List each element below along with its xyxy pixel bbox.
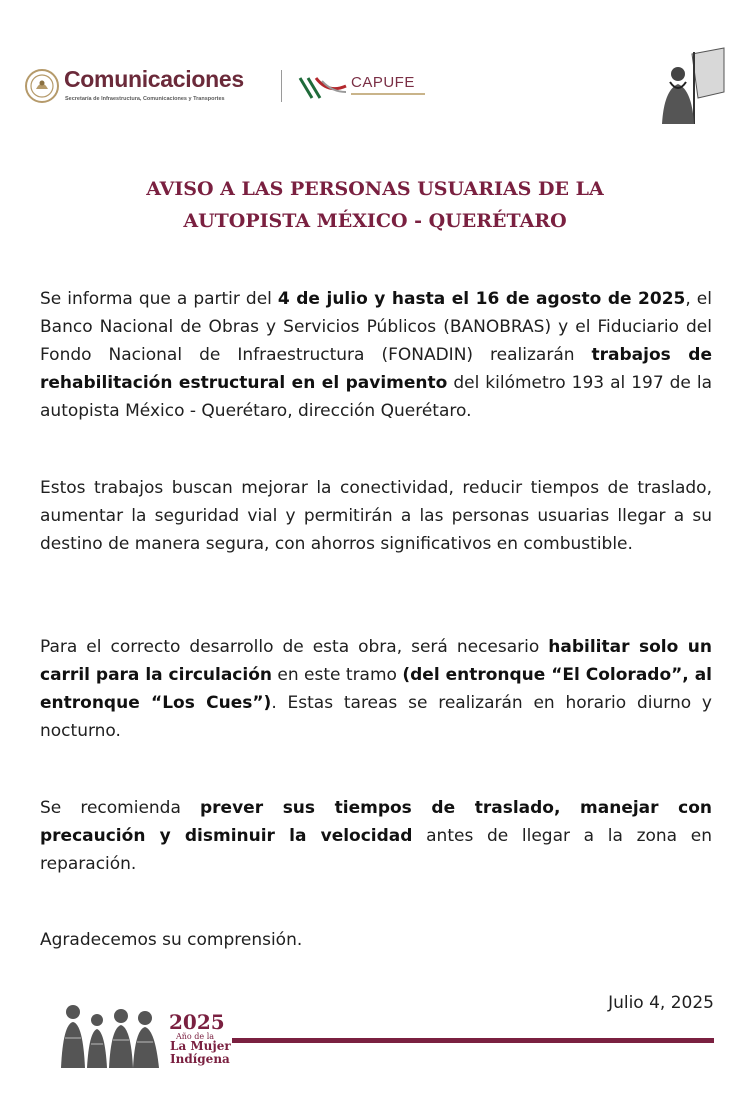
p1-works-description: trabajos de rehabilitación estructural en el pavimento bbox=[40, 345, 712, 393]
p4-text-c: antes de llegar a la zona en reparación. bbox=[40, 826, 712, 874]
p1-text-c: , el Banco Nacional de Obras y Servicios Públicos (BANOBRAS) y el Fiduciario del Fondo Nacional de Infraestructura (FONADIN) realizarán bbox=[40, 289, 712, 365]
p3-text-a: Para el correcto desarrollo de esta obra, será necesario bbox=[40, 637, 549, 657]
footer-line-1: La Mujer bbox=[170, 1039, 231, 1053]
heroine-flag-illustration bbox=[648, 46, 726, 124]
document-header bbox=[0, 0, 750, 130]
capufe-name: CAPUFE bbox=[351, 74, 415, 91]
p4-text-a: Se recomienda bbox=[40, 798, 200, 818]
notice-date: Julio 4, 2025 bbox=[608, 993, 714, 1013]
brand-subtitle: Secretaría de Infraestructura, Comunicaciones y Transportes bbox=[65, 96, 225, 102]
title-line-1: AVISO A LAS PERSONAS USUARIAS DE LA bbox=[146, 178, 604, 200]
p1-date-range: 4 de julio y hasta el 16 de agosto de 2025 bbox=[277, 289, 686, 309]
brand-name: Comunicaciones bbox=[64, 66, 244, 92]
p3-junctions: (del entronque “El Colorado”, al entronque “Los Cues”) bbox=[40, 665, 712, 713]
capufe-logo-icon bbox=[298, 72, 350, 102]
paragraph-lane-closure bbox=[40, 633, 712, 745]
p1-text-e: del kilómetro 193 al 197 de la autopista México - Querétaro, dirección Querétaro. bbox=[40, 373, 712, 421]
title-line-2: AUTOPISTA MÉXICO - QUERÉTARO bbox=[183, 210, 567, 232]
paragraph-benefits bbox=[40, 474, 712, 558]
footer-rule bbox=[232, 1038, 714, 1043]
p3-text-c: en este tramo bbox=[272, 665, 403, 685]
capufe-underline bbox=[351, 93, 425, 95]
footer-year: 2025 bbox=[169, 1010, 225, 1034]
brand-divider bbox=[281, 70, 282, 102]
p1-text-a: Se informa que a partir del bbox=[40, 289, 278, 309]
p2-text: Estos trabajos buscan mejorar la conectividad, reducir tiempos de traslado, aumentar la seguridad vial y permitirán a las personas usuarias llegar a su destino de manera segura, con ahorros significativos en combustible. bbox=[40, 478, 712, 554]
p3-text-e: . Estas tareas se realizarán en horario diurno y nocturno. bbox=[40, 693, 712, 741]
notice-title bbox=[40, 173, 710, 237]
footer-year-subtitle: Año de la bbox=[176, 1032, 215, 1041]
paragraph-thanks bbox=[40, 926, 712, 954]
p4-advice: prever sus tiempos de traslado, manejar con precaución y disminuir la velocidad bbox=[40, 798, 713, 846]
footer-line-2: Indígena bbox=[170, 1052, 230, 1066]
p3-single-lane: habilitar solo un carril para la circulación bbox=[40, 637, 713, 685]
paragraph-schedule bbox=[40, 285, 712, 425]
indigenous-women-illustration bbox=[55, 998, 167, 1068]
national-seal-icon bbox=[24, 68, 60, 104]
p5-text: Agradecemos su comprensión. bbox=[40, 930, 303, 950]
paragraph-recommendation bbox=[40, 794, 712, 878]
